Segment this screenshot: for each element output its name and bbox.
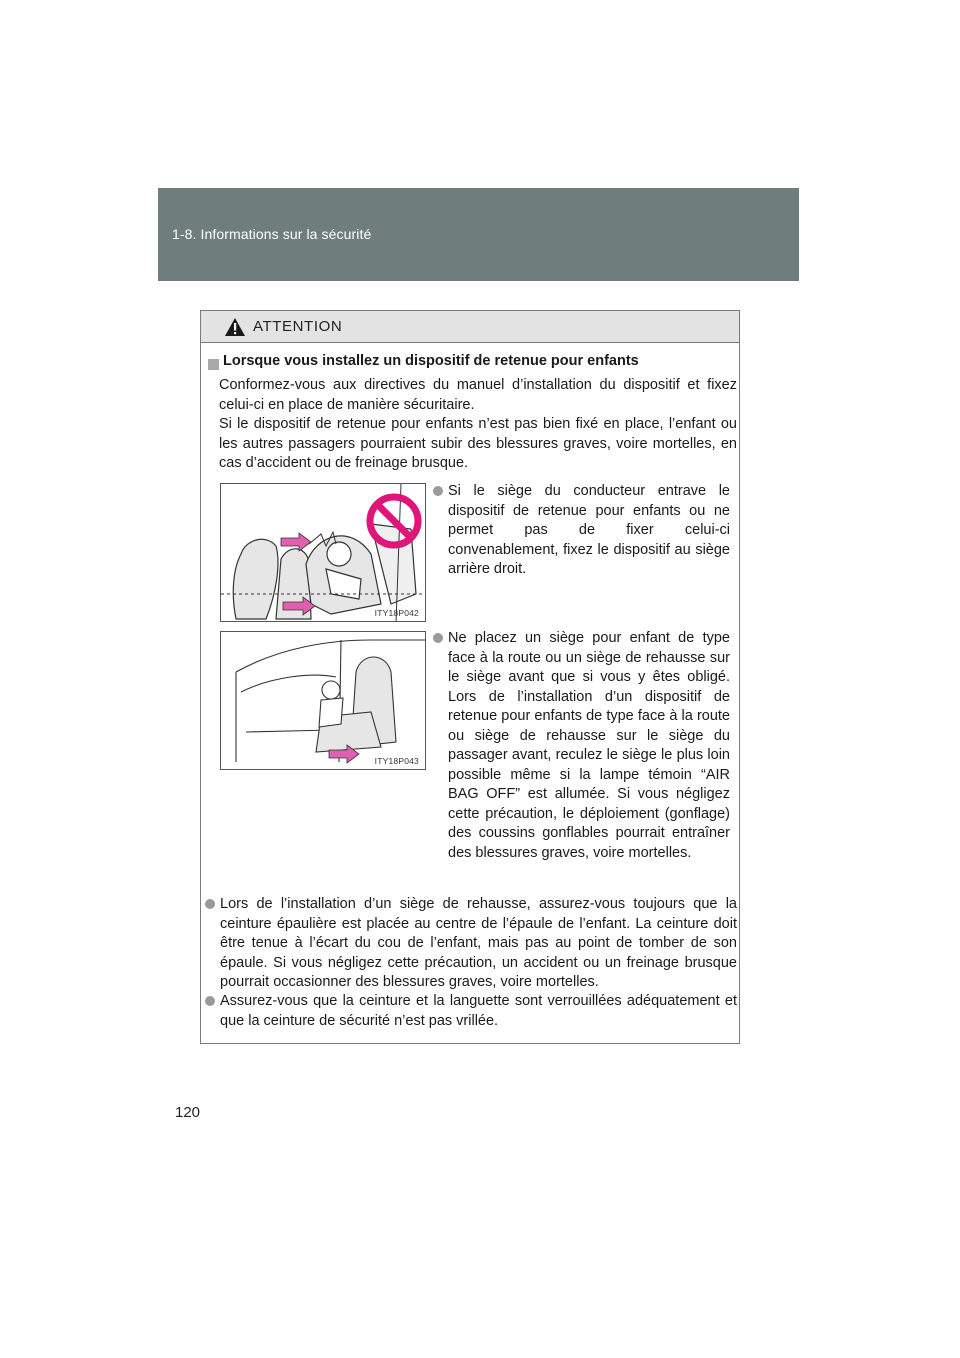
figure-code: ITY18P043: [374, 756, 419, 766]
bullet-dot-icon: [433, 633, 443, 643]
caution-label: ATTENTION: [253, 318, 343, 335]
figure-front-passenger-seat-illustration: [220, 631, 426, 770]
prohibited-icon: [365, 492, 423, 550]
bullet-text: Ne placez un siège pour enfant de type face à la route ou un siège de rehausse sur le siège avant que si vous y êtes obligé. Lors de l’installation d’un dispositif de retenue pour enfants de type face à la route ou siège de rehausse sur le siège du passager avant, reculez le siège le plus loin possible même si la lampe témoin “AIR BAG OFF” est allumée. Si vous négligez cette précaution, le déploiement (gonflage) des coussins gonflables pourrait entraîner des blessures graves, voire mortelles.: [448, 630, 730, 861]
bullet-text: Assurez-vous que la ceinture et la languette sont verrouillées adéquatement et que la ceinture de sécurité n’est pas vrillée.: [220, 993, 737, 1029]
bullet-item: [205, 895, 737, 993]
section-title: 1-8. Informations sur la sécurité: [172, 226, 372, 242]
caution-header: [201, 311, 739, 343]
bullet-text: Lors de l’installation d’un siège de rehausse, assurez-vous toujours que la ceinture épaulière est placée au centre de l’épaule de l’enfant. La ceinture doit être tenue à l’écart du cou de l’enfant, mais pas au point de tomber de son épaule. Si vous négligez cette précaution, un accident ou un freinage brusque pourrait occasionner des blessures graves, voire mortelles.: [220, 896, 737, 990]
figure-code: ITY18P042: [374, 608, 419, 618]
bullet-dot-icon: [205, 899, 215, 909]
sub-heading: Lorsque vous installez un dispositif de retenue pour enfants: [223, 353, 639, 369]
bullet-item: [433, 482, 730, 580]
bullet-dot-icon: [433, 486, 443, 496]
warning-triangle-icon: [224, 317, 246, 337]
caution-box: [200, 310, 740, 1044]
intro-paragraph-2: Si le dispositif de retenue pour enfants n’est pas bien fixé en place, l’enfant ou les autres passagers pourraient subir des blessures graves, voire mortelles, en cas d’accident ou de freinage brusque.: [219, 416, 737, 471]
bullet-item: [433, 629, 730, 863]
figure-driver-seat-illustration: [220, 483, 426, 622]
front-seat-child-seat-illustration: [221, 632, 426, 770]
intro-paragraph: Conformez-vous aux directives du manuel d’installation du dispositif et fixez celui-ci en place de manière sécuritaire.: [219, 377, 737, 413]
bullet-item: [205, 992, 737, 1031]
square-bullet-icon: [208, 359, 219, 370]
bullet-text: Si le siège du conducteur entrave le dispositif de retenue pour enfants ou ne permet pas de fixer celui-ci convenablement, fixez le dispositif au siège arrière droit.: [448, 483, 730, 577]
bullet-dot-icon: [205, 996, 215, 1006]
page-number: 120: [175, 1104, 201, 1121]
